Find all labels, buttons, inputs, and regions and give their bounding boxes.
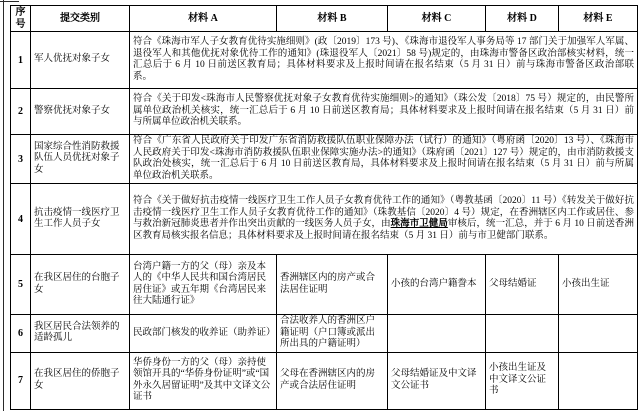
table-row — [11, 255, 638, 315]
header-material-d: 材料 D — [486, 6, 559, 32]
category-cell: 我区居民合法领养的适龄孤儿 — [31, 315, 130, 353]
category-cell: 军人优抚对象子女 — [31, 32, 130, 89]
material-e-cell — [559, 352, 638, 409]
material-d-cell: 小孩出生证及中文译文公证书 — [486, 352, 559, 409]
material-a-cell: 民政部门核发的收养证（助养证） — [130, 315, 277, 353]
material-c-cell: 父母结婚证及中文译文公证书 — [388, 352, 486, 409]
material-d-cell — [486, 315, 559, 353]
material-e-cell — [559, 315, 638, 353]
header-no: 序号 — [11, 6, 31, 32]
materials-requirements-table — [10, 5, 638, 410]
header-category: 提交类别 — [31, 6, 130, 32]
merged-requirements-cell — [130, 184, 638, 255]
highlighted-agency-name: 珠海市卫健局 — [390, 219, 448, 229]
material-a-cell: 华侨身份一方的父（母）亲持使领馆开具的“华侨身份证明”或“国外永久居留证明”及其中文译文公证书 — [130, 352, 277, 409]
row-number: 1 — [11, 32, 31, 89]
header-material-b: 材料 B — [277, 6, 388, 32]
row-number: 7 — [11, 352, 31, 409]
row-number: 5 — [11, 255, 31, 315]
table-row — [11, 32, 638, 89]
header-material-e: 材料 E — [559, 6, 638, 32]
merged-requirements-cell: 符合《广东省人民政府关于印发广东省消防救援队伍职业保障办法（试行）的通知》（粤府函〔2020〕13 号）、《珠海市人民政府关于印发<珠海市消防救援队伍职业保障实施办法>的通知》（珠府函〔2021〕127 号）规定的，由市消防救援支队政治处核实，统一汇总后于 6 月 10 日前送区教育局，具体材料要求及上报时间请在报名结束（5 月 31 日）前与所属单位政治机关联系。 — [130, 135, 638, 184]
page-boundary-vertical-line — [3, 0, 4, 411]
material-c-cell: 小孩的台湾户籍誊本 — [388, 255, 486, 315]
category-cell: 在我区居住的侨胞子女 — [31, 352, 130, 409]
material-c-cell — [388, 315, 486, 353]
header-material-c: 材料 C — [388, 6, 486, 32]
category-cell: 在我区居住的台胞子女 — [31, 255, 130, 315]
category-cell: 警察优抚对象子女 — [31, 89, 130, 135]
material-b-cell: 香洲辖区内的房产或合法居住证明 — [277, 255, 388, 315]
requirements-text-pre: 符合《关于做好抗击疫情一线医疗卫生工作人员子女教育优待工作的通知》（粤教基函〔2020〕11 号）《转发关于做好抗击疫情一线医疗卫生工作人员子女教育优待工作的通知》（珠教基信〔2020〕4 号）规定，在香洲辖区内工作或居住、参与救治新冠肺炎患者并作出突出贡献的一线医务人员子女，由 — [133, 196, 634, 229]
header-row — [11, 6, 638, 32]
material-a-cell: 台湾户籍一方的父（母）亲及本人的《中华人民共和国台湾居民居住证》或五年期《台湾居民来往大陆通行证》 — [130, 255, 277, 315]
row-number: 3 — [11, 135, 31, 184]
table-row — [11, 135, 638, 184]
table-row — [11, 315, 638, 353]
material-b-cell: 父母在香洲辖区内的房产或合法居住证明 — [277, 352, 388, 409]
category-cell: 抗击疫情一线医疗卫生工作人员子女 — [31, 184, 130, 255]
table-row — [11, 89, 638, 135]
page-boundary-horizontal-tick — [0, 1, 19, 2]
category-cell: 国家综合性消防救援队伍人员优抚对象子女 — [31, 135, 130, 184]
material-d-cell: 父母结婚证 — [486, 255, 559, 315]
header-material-a: 材料 A — [130, 6, 277, 32]
material-b-cell: 合法收养人的香洲区户籍证明（户口簿或派出所出具的户籍证明） — [277, 315, 388, 353]
merged-requirements-cell: 符合《珠海市军人子女教育优待实施细则》(政〔2019〕173 号)、《珠海市退役军人事务局等 17 部门关于加强军人军属、退役军人和其他优抚对象优待工作的通知》(珠退役军人〔2021〕58 号)规定的，由珠海市警备区政治部核实材料，统一汇总后于 6 月 10 日前送区教育局；具体材料要求及上报时间请在报名结束（5 月 31 日）前与珠海市警备区政治部联系。 — [130, 32, 638, 89]
merged-requirements-cell: 符合《关于印发<珠海市人民警察优抚对象子女教育优待实施细则>的通知》（珠公发〔2018〕75 号）规定的，由民警所属单位政治机关核实，统一汇总后于 6 月 10 日前送区教育局；具体材料要求及上报时间请在报名结束（5 月 31 日）前与所属单位政治机关联系。 — [130, 89, 638, 135]
row-number: 6 — [11, 315, 31, 353]
row-number: 4 — [11, 184, 31, 255]
requirements-text-post: 审核后，统一汇总，并于 6 月 10 日前送香洲区教育局核实报名信息；具体材料要求及上报时间请在报名结束（5 月 31 日）前与市卫健部门联系。 — [133, 219, 634, 241]
row-number: 2 — [11, 89, 31, 135]
material-e-cell: 小孩出生证 — [559, 255, 638, 315]
table-row — [11, 184, 638, 255]
table-row — [11, 352, 638, 409]
